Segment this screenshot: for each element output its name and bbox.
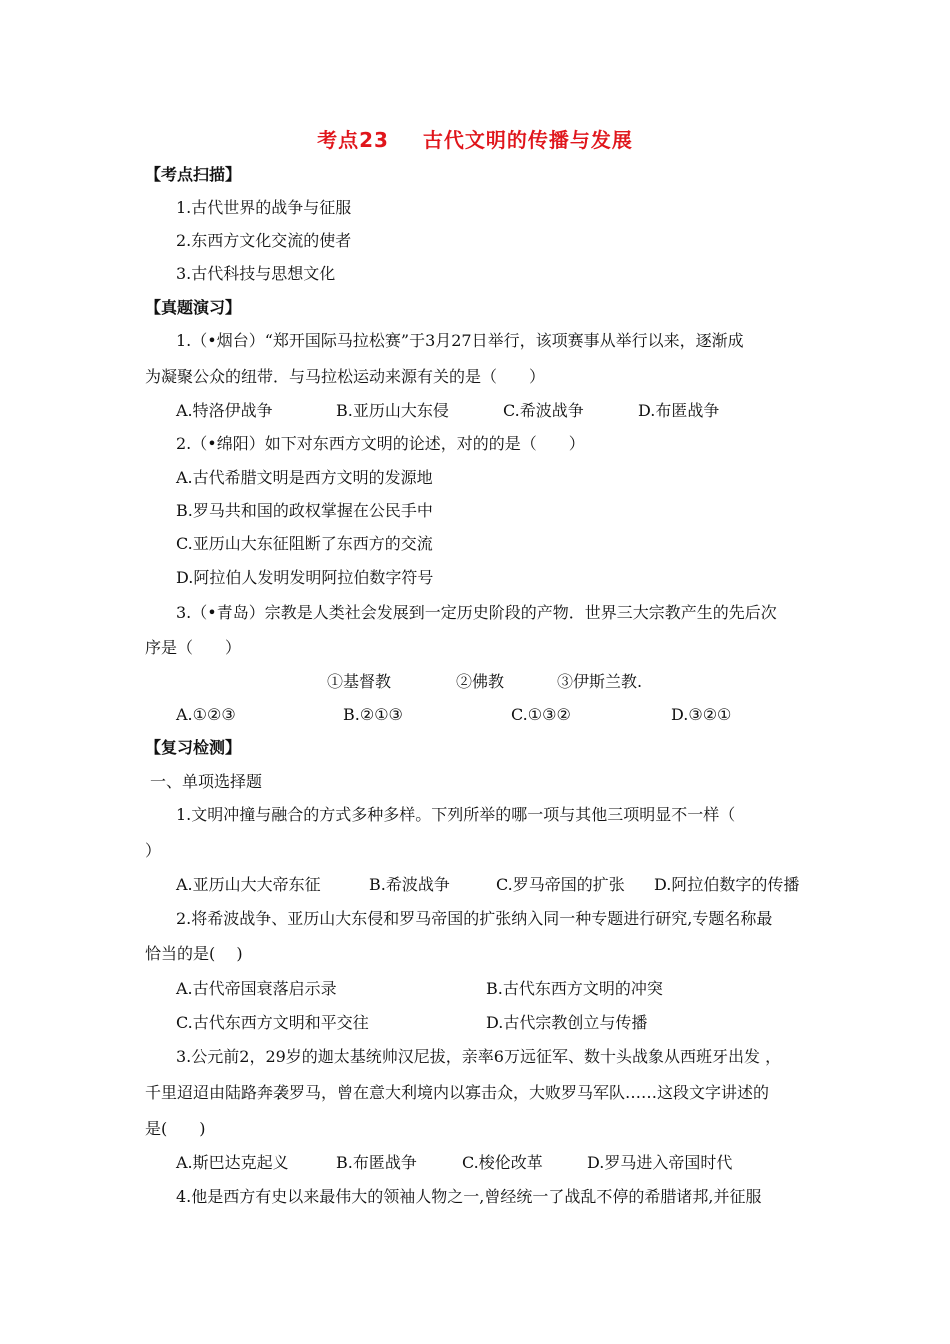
review-q3-option-d: D.罗马进入帝国时代 (587, 1153, 733, 1172)
practice-q3-line2: 序是（ ） (145, 638, 242, 657)
practice-q2-stem: 2.（•绵阳）如下对东西方文明的论述，对的的是（ ） (176, 434, 585, 453)
scan-item-3: 3.古代科技与思想文化 (176, 264, 336, 283)
review-q3-option-b: B.布匿战争 (336, 1153, 417, 1172)
practice-q3-option-a: A.①②③ (176, 705, 236, 724)
practice-q2-option-d: D.阿拉伯人发明发明阿拉伯数字符号 (176, 568, 434, 587)
practice-q2-option-c: C.亚历山大东征阻断了东西方的交流 (176, 534, 433, 553)
review-q1-line2: ） (145, 841, 162, 860)
scan-heading: 【考点扫描】 (145, 165, 242, 184)
practice-q2-option-a: A.古代希腊文明是西方文明的发源地 (176, 468, 433, 487)
review-q3-line3: 是( ) (145, 1119, 206, 1138)
review-q3-line2: 千里迢迢由陆路奔袭罗马，曾在意大利境内以寡击众，大败罗马军队……这段文字讲述的 (145, 1083, 770, 1102)
title-code: 考点23 (317, 128, 389, 152)
review-q3-option-c: C.梭伦改革 (462, 1153, 543, 1172)
practice-q3-line1: 3.（•青岛）宗教是人类社会发展到一定历史阶段的产物．世界三大宗教产生的先后次 (176, 603, 777, 622)
review-q1-option-d: D.阿拉伯数字的传播 (654, 875, 800, 894)
practice-heading: 【真题演习】 (145, 298, 242, 317)
review-q2-line2: 恰当的是( ) (145, 944, 243, 963)
review-q3-option-a: A.斯巴达克起义 (176, 1153, 289, 1172)
review-q2-option-b: B.古代东西方文明的冲突 (486, 979, 663, 998)
review-q1-option-c: C.罗马帝国的扩张 (496, 875, 625, 894)
practice-q3-option-b: B.②①③ (343, 705, 403, 724)
practice-q1-line2: 为凝聚公众的纽带．与马拉松运动来源有关的是（ ） (145, 367, 546, 386)
practice-q3-option-c: C.①③② (511, 705, 571, 724)
practice-q3-option-d: D.③②① (671, 705, 732, 724)
review-q3-line1: 3.公元前2，29岁的迦太基统帅汉尼拔，亲率6万远征军、数十头战象从西班牙出发 ， (176, 1047, 782, 1066)
practice-q3-item-1: ①基督教 (327, 672, 392, 691)
review-heading: 【复习检测】 (145, 738, 242, 757)
practice-q1-line1: 1.（•烟台）“郑开国际马拉松赛”于3月27日举行，该项赛事从举行以来，逐渐成 (176, 331, 744, 350)
practice-q1-option-d: D.布匿战争 (638, 401, 720, 420)
review-q1-option-b: B.希波战争 (369, 875, 450, 894)
practice-q3-item-3: ③伊斯兰教. (557, 672, 643, 691)
review-q2-option-d: D.古代宗教创立与传播 (486, 1013, 648, 1032)
review-q1-line1: 1.文明冲撞与融合的方式多种多样。下列所举的哪一项与其他三项明显不一样（ (176, 805, 736, 824)
review-q2-option-a: A.古代帝国衰落启示录 (176, 979, 337, 998)
practice-q2-option-b: B.罗马共和国的政权掌握在公民手中 (176, 501, 433, 520)
scan-item-1: 1.古代世界的战争与征服 (176, 198, 352, 217)
practice-q1-option-c: C.希波战争 (503, 401, 584, 420)
practice-q1-option-a: A.特洛伊战争 (176, 401, 273, 420)
practice-q1-option-b: B.亚历山大东侵 (336, 401, 449, 420)
review-q1-option-a: A.亚历山大大帝东征 (176, 875, 321, 894)
title-name: 古代文明的传播与发展 (422, 128, 633, 152)
review-q2-line1: 2.将希波战争、亚历山大东侵和罗马帝国的扩张纳入同一种专题进行研究,专题名称最 (176, 909, 773, 928)
review-part-label: 一、单项选择题 (150, 772, 263, 791)
page-title (0, 124, 950, 153)
review-q4-line1: 4.他是西方有史以来最伟大的领袖人物之一,曾经统一了战乱不停的希腊诸邦,并征服 (176, 1187, 762, 1206)
practice-q3-item-2: ②佛教 (456, 672, 505, 691)
scan-item-2: 2.东西方文化交流的使者 (176, 231, 352, 250)
review-q2-option-c: C.古代东西方文明和平交往 (176, 1013, 369, 1032)
